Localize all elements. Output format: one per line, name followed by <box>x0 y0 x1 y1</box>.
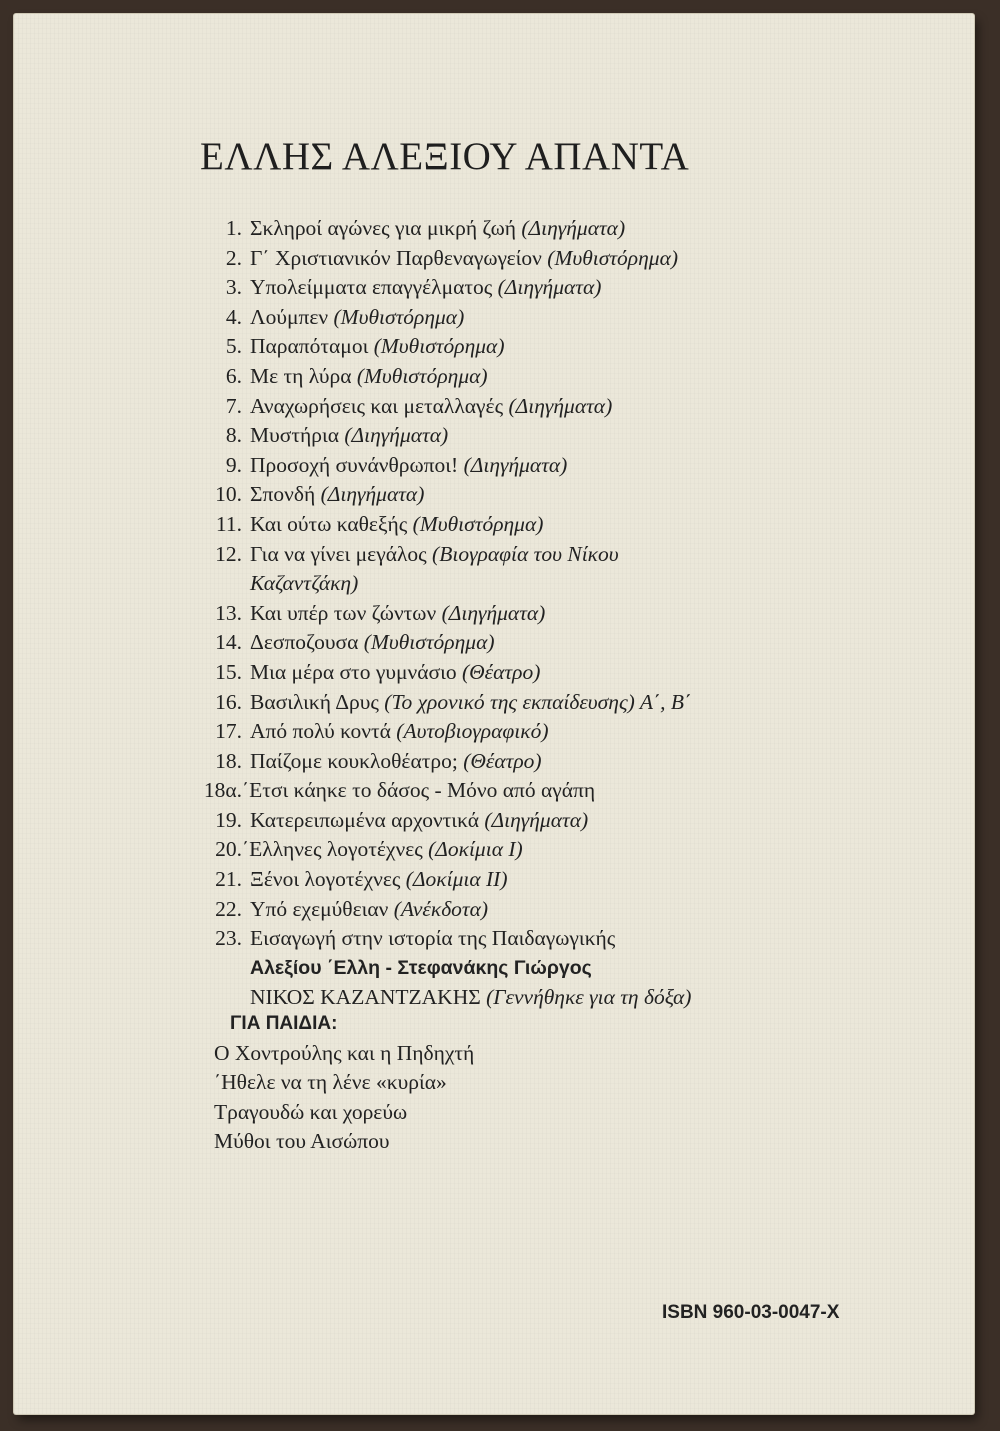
kazantzakis-line <box>194 983 934 1013</box>
work-item <box>194 747 934 777</box>
kids-book: Ο Χοντρούλης και η Πηδηχτή <box>214 1041 475 1065</box>
work-genre: (Μυθιστόρημα) <box>363 630 495 655</box>
work-number: 1. <box>225 216 242 240</box>
kids-book: Μύθοι του Αισώπου <box>214 1129 390 1154</box>
work-genre: (Διηγήματα) <box>521 216 626 240</box>
work-number: 20. <box>215 837 242 862</box>
work-title: Δεσποζουσα <box>250 630 359 655</box>
work-genre: (Διηγήματα) <box>441 600 546 625</box>
book-back-cover <box>14 14 974 1414</box>
work-number: 4. <box>225 304 242 329</box>
work-title: Και υπέρ των ζώντων <box>250 600 437 625</box>
work-number: 19. <box>215 807 242 832</box>
work-number: 9. <box>225 452 242 477</box>
work-item <box>194 332 934 362</box>
work-number: 15. <box>215 659 242 684</box>
work-number: 18α. <box>203 778 242 803</box>
work-title: Υπό εχεμύθειαν <box>250 896 389 921</box>
work-item <box>194 895 934 925</box>
work-title: Με τη λύρα <box>250 363 352 388</box>
work-item <box>194 510 934 540</box>
work-number: 18. <box>215 748 242 773</box>
work-item <box>194 303 934 333</box>
work-title: Κατερειπωμένα αρχοντικά <box>250 807 479 832</box>
work-number: 14. <box>215 630 242 655</box>
work-title: ΄Ελληνες λογοτέχνες <box>242 837 423 862</box>
work-genre: (Μυθιστόρημα) <box>373 334 505 359</box>
work-item <box>194 806 934 836</box>
work-number: 11. <box>215 511 242 536</box>
work-title: Ξένοι λογοτέχνες <box>250 867 401 892</box>
work-genre: (Μυθιστόρημα) <box>333 304 465 329</box>
work-title: Μια μέρα στο γυμνάσιο <box>250 659 457 684</box>
work-number: 21. <box>215 867 242 892</box>
work-genre: (Διηγήματα) <box>508 393 613 418</box>
work-item <box>194 865 934 895</box>
work-genre: (Διηγήματα) <box>320 482 425 507</box>
kids-heading: ΓΙΑ ΠΑΙΔΙΑ: <box>230 1013 338 1034</box>
work-item <box>194 688 934 718</box>
work-title: Προσοχή συνάνθρωποι! <box>250 452 459 477</box>
work-genre: (Θέατρο) <box>461 659 541 684</box>
work-title: Από πολύ κοντά <box>250 719 391 744</box>
collection-title: ΕΛΛΗΣ ΑΛΕΞΙΟΥ ΑΠΑΝΤΑ <box>200 135 690 178</box>
work-number: 23. <box>215 926 242 951</box>
work-item <box>194 392 934 422</box>
work-number: 2. <box>225 245 242 270</box>
work-item <box>194 421 934 451</box>
work-title: Σπονδή <box>250 482 316 507</box>
work-genre: (Αυτοβιογραφικό) <box>396 719 549 744</box>
work-genre: (Διηγήματα) <box>484 807 589 832</box>
work-title: Παραπόταμοι <box>250 334 369 359</box>
work-genre: (Μυθιστόρημα) <box>412 511 544 536</box>
work-number: 22. <box>215 896 242 921</box>
kazantzakis-genre: (Γεννήθηκε για τη δόξα) <box>486 985 692 1010</box>
work-number: 8. <box>225 423 242 448</box>
work-genre: (Το χρονικό της εκπαίδευσης) Α΄, Β΄ <box>384 689 692 714</box>
coauthors-line: Αλεξίου ΄Ελλη - Στεφανάκης Γιώργος <box>250 956 592 979</box>
work-item <box>194 717 934 747</box>
work-number: 13. <box>215 600 242 625</box>
work-item <box>194 776 934 806</box>
work-title: Και ούτω καθεξής <box>250 511 408 536</box>
work-genre: (Ανέκδοτα) <box>393 896 489 921</box>
work-item <box>194 540 934 570</box>
kids-list <box>214 1039 474 1157</box>
isbn: ISBN 960-03-0047-X <box>662 1302 840 1323</box>
work-title: Σκληροί αγώνες για μικρή ζωή <box>250 216 516 240</box>
kids-book: ΄Ηθελε να τη λένε «κυρία» <box>214 1070 447 1095</box>
work-title: Παίζομε κουκλοθέατρο; <box>250 748 458 773</box>
work-item <box>194 658 934 688</box>
work-item <box>194 273 934 303</box>
work-genre: (Διηγήματα) <box>463 452 568 477</box>
work-title: ΄Ετσι κάηκε το δάσος - Μόνο από αγάπη <box>242 778 596 803</box>
work-title: Γ΄ Χριστιανικόν Παρθεναγωγείον <box>250 245 542 270</box>
work-item <box>194 362 934 392</box>
work-number: 7. <box>225 393 242 418</box>
work-genre: (Δοκίμια Ι) <box>428 837 523 862</box>
work-title: Εισαγωγή στην ιστορία της Παιδαγωγικής <box>250 926 616 951</box>
work-title: Αναχωρήσεις και μεταλλαγές <box>250 393 504 418</box>
work-item <box>194 835 934 865</box>
work-number: 6. <box>225 363 242 388</box>
work-number: 5. <box>225 334 242 359</box>
work-number: 10. <box>215 482 242 507</box>
work-genre: (Μυθιστόρημα) <box>547 245 679 270</box>
kazantzakis-title: ΝΙΚΟΣ ΚΑΖΑΝΤΖΑΚΗΣ <box>250 985 481 1010</box>
work-number: 17. <box>215 719 242 744</box>
work-item <box>194 214 934 244</box>
work-number: 3. <box>225 275 242 300</box>
work-genre: (Θέατρο) <box>463 748 542 773</box>
work-title: Βασιλική Δρυς <box>250 689 379 714</box>
work-title: Για να γίνει μεγάλος <box>250 541 427 566</box>
work-item <box>194 599 934 629</box>
work-title: Μυστήρια <box>250 423 340 448</box>
work-genre: (Διηγήματα) <box>497 275 602 300</box>
work-genre: (Δοκίμια ΙΙ) <box>405 867 508 892</box>
work-genre: (Μυθιστόρημα) <box>356 363 488 388</box>
work-title: Λούμπεν <box>250 304 329 329</box>
work-number: 16. <box>215 689 242 714</box>
work-number: 12. <box>215 541 242 566</box>
kids-book: Τραγουδώ και χορεύω <box>214 1099 408 1124</box>
work-genre: (Βιογραφία του Νίκου <box>432 541 619 566</box>
work-genre-continued: Καζαντζάκη) <box>250 571 359 596</box>
works-list <box>194 214 934 1013</box>
work-item <box>194 451 934 481</box>
work-item <box>194 628 934 658</box>
work-item <box>194 244 934 274</box>
work-item <box>194 924 934 954</box>
work-title: Υπολείμματα επαγγέλματος <box>250 275 493 300</box>
work-genre: (Διηγήματα) <box>344 423 449 448</box>
work-item <box>194 480 934 510</box>
